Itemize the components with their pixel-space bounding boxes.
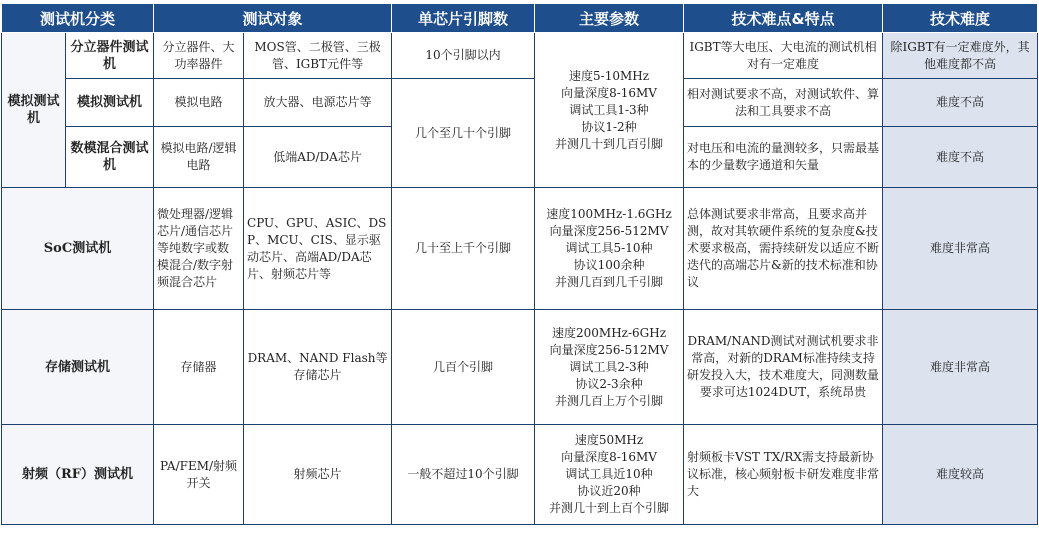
shared-params-cell xyxy=(535,33,684,188)
header-pins: 单芯片引脚数 xyxy=(392,4,535,33)
header-features: 技术难点&特点 xyxy=(684,4,883,33)
param-line: 并测几百上万个引脚 xyxy=(555,393,664,408)
pins-cell: 一般不超过10个引脚 xyxy=(392,425,535,525)
object-type-cell: 微处理器/逻辑芯片/通信芯片等纯数字或数模混合/数字射频混合芯片 xyxy=(154,188,244,310)
object-type-cell: 分立器件、大功率器件 xyxy=(154,33,244,79)
pins-cell: 10个引脚以内 xyxy=(392,33,535,79)
analog-group-cell: 模拟测试机 xyxy=(2,33,66,188)
category-cell: SoC测试机 xyxy=(2,188,154,310)
difficulty-cell: 难度不高 xyxy=(883,127,1038,188)
param-line: 调试工具2-3种 xyxy=(569,359,649,374)
table-row xyxy=(2,425,1038,525)
param-line: 并测几十到几百引脚 xyxy=(555,136,664,151)
feature-cell: 相对测试要求不高，对测试软件、算法和工具要求不高 xyxy=(684,79,883,127)
table-row xyxy=(2,310,1038,425)
param-line: 调试工具近10种 xyxy=(565,467,653,481)
difficulty-cell: 难度非常高 xyxy=(883,310,1038,425)
difficulty-cell: 难度较高 xyxy=(883,425,1038,525)
category-cell: 存储测试机 xyxy=(2,310,154,425)
object-examples-cell: 放大器、电源芯片等 xyxy=(244,79,392,127)
param-line: 向量深度256-512MV xyxy=(549,342,669,357)
param-line: 协议1-2种 xyxy=(581,119,637,134)
params-cell xyxy=(535,310,684,425)
param-line: 并测几十到上百个引脚 xyxy=(549,501,670,515)
param-line: 速度5-10MHz xyxy=(569,68,650,83)
param-line: 向量深度256-512MV xyxy=(549,224,669,238)
difficulty-cell: 难度非常高 xyxy=(883,188,1038,310)
param-line: 协议2-3余种 xyxy=(575,376,643,391)
param-line: 速度50MHz xyxy=(574,433,644,447)
category-cell: 分立器件测试机 xyxy=(66,33,154,79)
param-line: 并测几百到几千引脚 xyxy=(555,275,664,289)
object-type-cell: PA/FEM/射频开关 xyxy=(154,425,244,525)
param-line: 向量深度8-16MV xyxy=(561,450,657,464)
header-object: 测试对象 xyxy=(154,4,392,33)
param-line: 向量深度8-16MV xyxy=(561,85,657,100)
difficulty-cell: 难度不高 xyxy=(883,79,1038,127)
difficulty-cell: 除IGBT有一定难度外，其他难度都不高 xyxy=(883,33,1038,79)
feature-cell: DRAM/NAND测试对测试机要求非常高，对新的DRAM标准持续支持研发投入大，技术难度大，同测数量要求可达1024DUT，系统昂贵 xyxy=(684,310,883,425)
header-params: 主要参数 xyxy=(535,4,684,33)
table-row xyxy=(2,79,1038,127)
object-type-cell: 模拟电路 xyxy=(154,79,244,127)
table-row xyxy=(2,188,1038,310)
object-type-cell: 存储器 xyxy=(154,310,244,425)
params-cell xyxy=(535,425,684,525)
object-examples-cell: 射频芯片 xyxy=(244,425,392,525)
object-examples-cell: 低端AD/DA芯片 xyxy=(244,127,392,188)
param-line: 调试工具5-10种 xyxy=(565,241,653,255)
object-type-cell: 模拟电路/逻辑电路 xyxy=(154,127,244,188)
feature-cell: IGBT等大电压、大电流的测试机相对有一定难度 xyxy=(684,33,883,79)
param-line: 调试工具1-3种 xyxy=(569,102,649,117)
header-category: 测试机分类 xyxy=(2,4,154,33)
category-cell: 模拟测试机 xyxy=(66,79,154,127)
table-row xyxy=(2,33,1038,79)
param-line: 协议近20种 xyxy=(577,484,641,498)
object-examples-cell: DRAM、NAND Flash等存储芯片 xyxy=(244,310,392,425)
object-examples-cell: CPU、GPU、ASIC、DSP、MCU、CIS、显示驱动芯片、高端AD/DA芯片、射频芯片等 xyxy=(244,188,392,310)
tester-classification-table xyxy=(1,3,1038,525)
object-examples-cell: MOS管、二极管、三极管、IGBT元件等 xyxy=(244,33,392,79)
pins-cell: 几十至上千个引脚 xyxy=(392,188,535,310)
feature-cell: 总体测试要求非常高，且要求高并测，故对其软硬件系统的复杂度&技术要求极高，需持续研发以适应不断迭代的高端芯片&新的技术标准和协议 xyxy=(684,188,883,310)
category-cell: 数模混合测试机 xyxy=(66,127,154,188)
pins-cell: 几百个引脚 xyxy=(392,310,535,425)
param-line: 协议100余种 xyxy=(573,258,645,272)
param-line: 速度200MHz-6GHz xyxy=(552,325,667,340)
category-cell: 射频（RF）测试机 xyxy=(2,425,154,525)
feature-cell: 射频板卡VST TX/RX需支持最新协议标准，核心频射板卡研发难度非常大 xyxy=(684,425,883,525)
params-cell xyxy=(535,188,684,310)
shared-pins-cell: 几个至几十个引脚 xyxy=(392,79,535,188)
header-row xyxy=(2,4,1038,33)
feature-cell: 对电压和电流的量测较多，只需最基本的少量数字通道和矢量 xyxy=(684,127,883,188)
header-difficulty: 技术难度 xyxy=(883,4,1038,33)
param-line: 速度100MHz-1.6GHz xyxy=(546,207,672,221)
